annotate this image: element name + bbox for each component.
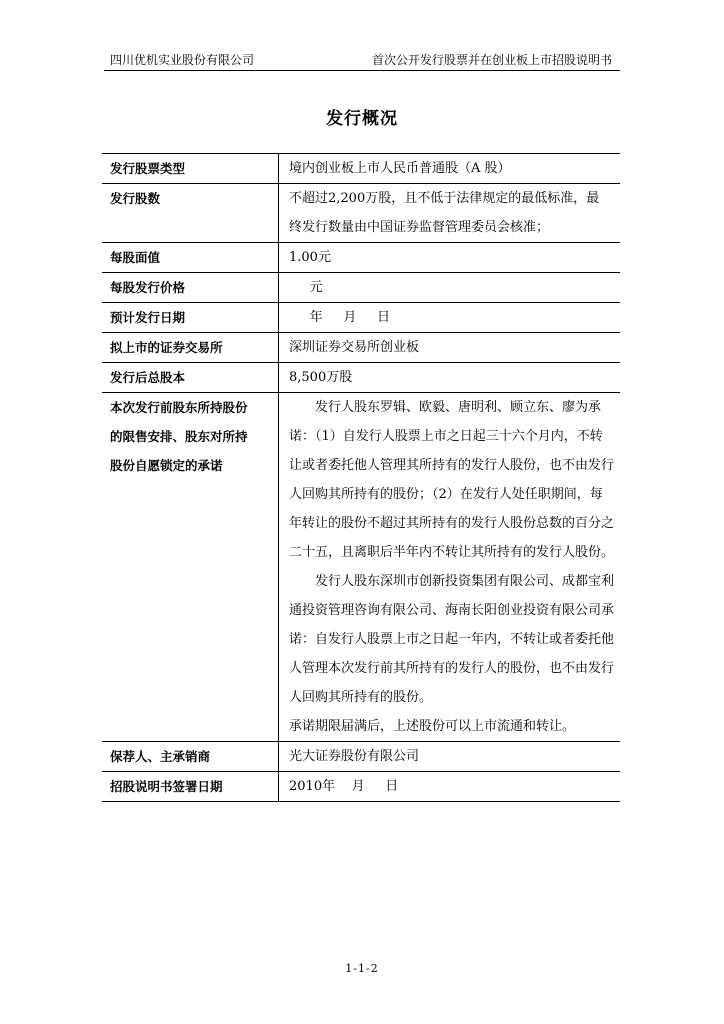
row-value: 光大证券股份有限公司	[279, 742, 621, 772]
label-line: 本次发行前股东所持股份	[110, 400, 248, 415]
row-label	[102, 393, 279, 742]
row-value: 2010年 月 日	[279, 772, 621, 802]
table-row	[102, 742, 620, 772]
row-value	[279, 184, 621, 243]
row-label: 每股面值	[102, 243, 279, 273]
row-label: 招股说明书签署日期	[102, 772, 279, 802]
table-row	[102, 363, 620, 393]
row-value: 元	[279, 273, 621, 303]
row-value: 境内创业板上市人民币普通股（A 股）	[279, 154, 621, 184]
page-number: 1-1-2	[345, 962, 379, 975]
row-value: 1.00元	[279, 243, 621, 273]
row-label: 发行后总股本	[102, 363, 279, 393]
row-value	[279, 393, 621, 742]
label-line: 的限售安排、股东对所持	[110, 429, 248, 444]
row-label: 预计发行日期	[102, 303, 279, 333]
header-document-title: 首次公开发行股票并在创业板上市招股说明书	[371, 53, 612, 67]
row-label: 发行股数	[102, 184, 279, 243]
row-value: 年 月 日	[279, 303, 621, 333]
row-value: 深圳证券交易所创业板	[279, 333, 621, 363]
label-line: 股份自愿锁定的承诺	[110, 458, 223, 473]
row-label: 每股发行价格	[102, 273, 279, 303]
table-row	[102, 273, 620, 303]
commitment-paragraph: 承诺期限届满后，上述股份可以上市流通和转让。	[289, 719, 576, 734]
commitment-paragraph: 发行人股东罗辑、欧毅、唐明利、顾立东、廖为承诺：（1）自发行人股票上市之日起三十六个月内，不转让或者委托他人管理其所持有的发行人股份，也不由发行人回购其所持有的股份；（2）在发行人处任职期间，每年转让的股份不超过其所持有的发行人股份总数的百分之二十五，且离职后半年内不转让其所持有的发行人股份。	[289, 400, 615, 560]
row-value: 8,500万股	[279, 363, 621, 393]
table-row	[102, 303, 620, 333]
table-row	[102, 184, 620, 243]
table-row	[102, 393, 620, 742]
row-label: 发行股票类型	[102, 154, 279, 184]
offering-summary-table	[102, 153, 620, 802]
table-row	[102, 772, 620, 802]
table-row	[102, 333, 620, 363]
table-row	[102, 154, 620, 184]
header-company-name: 四川优机实业股份有限公司	[110, 53, 255, 67]
page-header	[104, 48, 620, 71]
row-label: 拟上市的证券交易所	[102, 333, 279, 363]
page-title: 发行概况	[326, 109, 398, 129]
value-line: 终发行数量由中国证券监督管理委员会核准；	[289, 220, 550, 235]
table-row	[102, 243, 620, 273]
commitment-paragraph: 发行人股东深圳市创新投资集团有限公司、成都宝利通投资管理咨询有限公司、海南长阳创业投资有限公司承诺：自发行人股票上市之日起一年内，不转让或者委托他人管理本次发行前其所持有的发行人的股份，也不由发行人回购其所持有的股份。	[289, 574, 615, 705]
value-line: 不超过2,200万股，且不低于法律规定的最低标准，最	[289, 191, 600, 206]
row-label: 保荐人、主承销商	[102, 742, 279, 772]
